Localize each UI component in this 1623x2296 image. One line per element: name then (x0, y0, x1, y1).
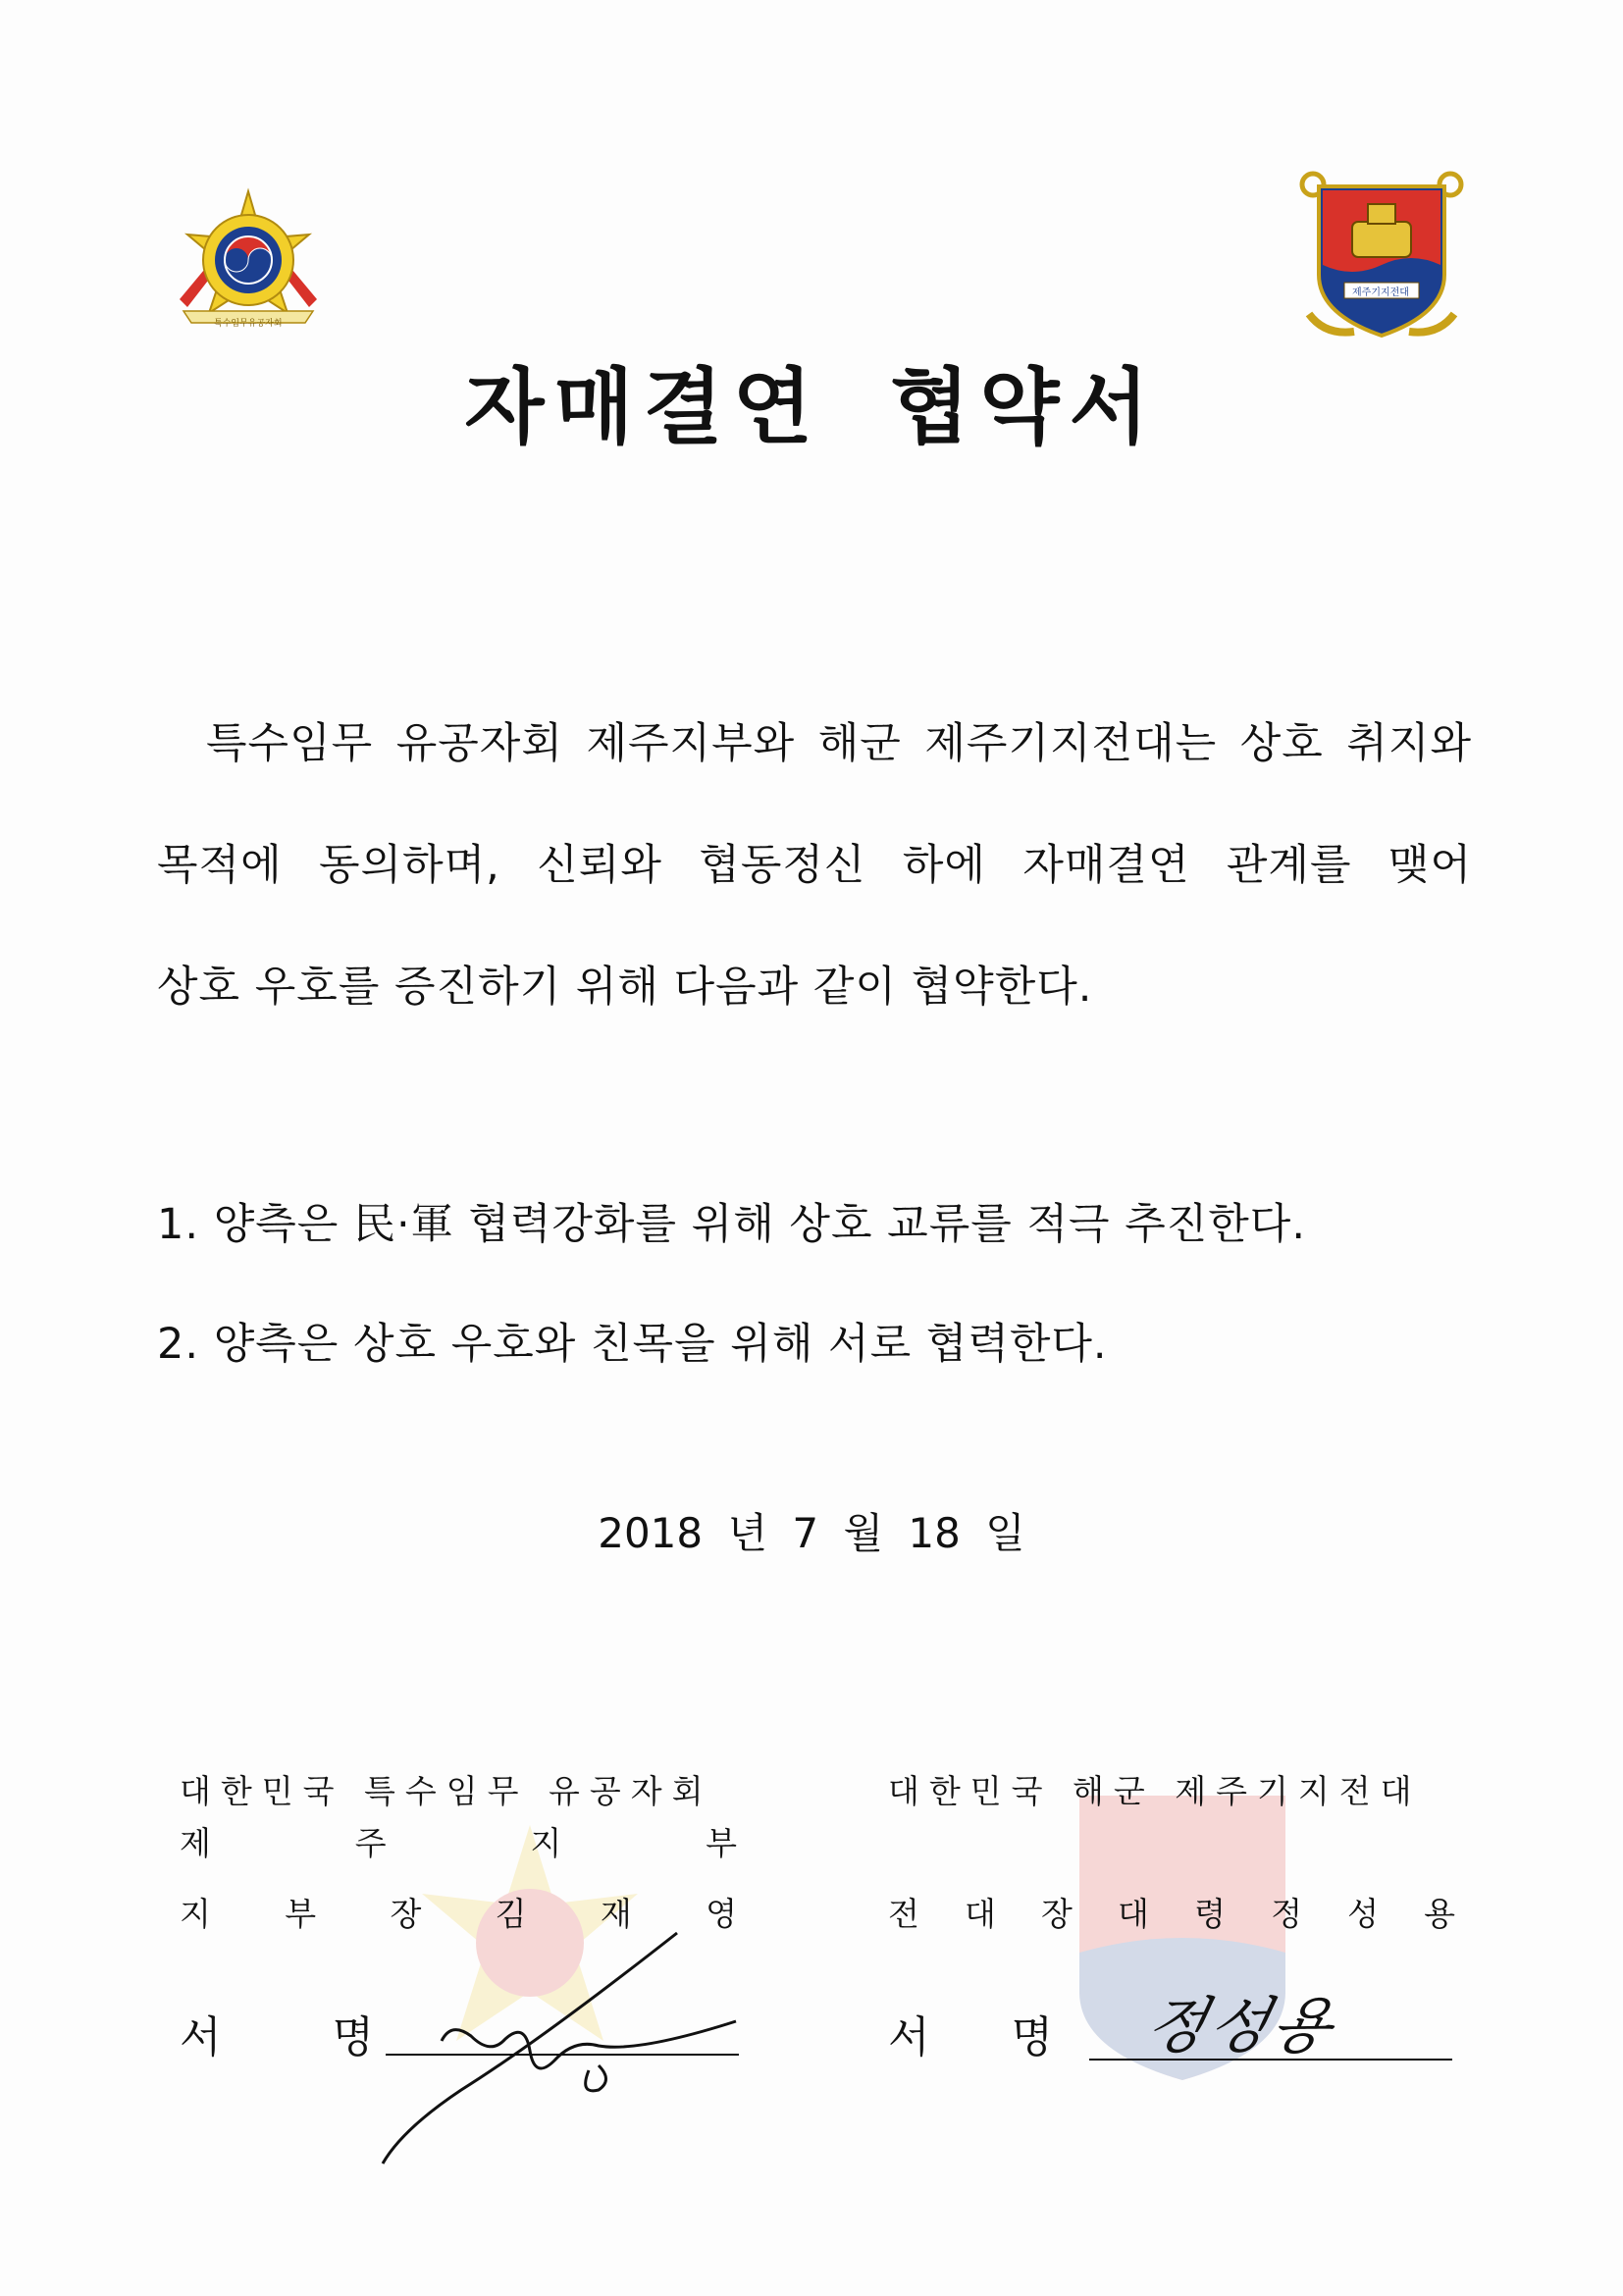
right-role-char: 령 (1194, 1895, 1228, 1933)
left-role-char: 김 (495, 1895, 529, 1933)
paragraph-line-2: 목적에 동의하며, 신뢰와 협동정신 하에 자매결연 관계를 맺어 (157, 841, 1472, 890)
right-role-char: 장 (1041, 1895, 1074, 1933)
right-signatory-org: 대한민국 해군 제주기지전대 (888, 1772, 1422, 1810)
left-signatory-org: 대한민국 특수임무 유공자회 (180, 1772, 713, 1810)
label-char: 서 (888, 2012, 932, 2062)
document-title: 자매결연 협약서 (464, 359, 1159, 455)
left-role-char: 영 (706, 1895, 739, 1933)
left-branch-char: 부 (706, 1824, 739, 1862)
left-branch-char: 지 (530, 1824, 564, 1862)
left-branch-char: 주 (354, 1824, 389, 1862)
left-role-char: 장 (390, 1895, 424, 1933)
label-char: 명 (1011, 2012, 1055, 2062)
paragraph-line-1: 특수임무 유공자회 제주지부와 해군 제주기지전대는 상호 취지와 (206, 719, 1472, 768)
left-emblem-logo (160, 177, 337, 343)
paragraph-line-3: 상호 우호를 증진하기 위해 다음과 같이 협약한다. (157, 963, 1093, 1012)
right-emblem-logo (1295, 167, 1468, 341)
left-role-char: 재 (600, 1895, 634, 1933)
left-signatory-branch (180, 1818, 739, 1864)
right-signature-label (888, 2002, 1055, 2064)
agreement-item-2: 2. 양측은 상호 우호와 친목을 위해 서로 협력한다. (157, 1320, 1108, 1369)
left-role-char: 지 (180, 1895, 213, 1933)
right-role-char: 정 (1271, 1895, 1304, 1933)
left-handwritten-signature-icon (343, 1923, 756, 2178)
right-role-char: 대 (1118, 1895, 1151, 1933)
left-role-char: 부 (285, 1895, 319, 1933)
right-role-char: 용 (1424, 1895, 1457, 1933)
right-role-char: 대 (965, 1895, 998, 1933)
left-emblem-text: 특수임무유공자회 (214, 319, 283, 329)
agreement-item-1: 1. 양측은 民·軍 협력강화를 위해 상호 교류를 적극 추진한다. (157, 1200, 1307, 1249)
agreement-date: 2018 년 7 월 18 일 (598, 1509, 1025, 1557)
right-role-char: 전 (888, 1895, 921, 1933)
right-handwritten-signature: 정성용 (1139, 1990, 1343, 2061)
right-signatory-role (888, 1889, 1457, 1935)
left-branch-char: 제 (180, 1824, 213, 1862)
right-role-char: 성 (1347, 1895, 1381, 1933)
right-emblem-text: 제주기지전대 (1352, 287, 1409, 298)
label-char: 서 (180, 2012, 224, 2062)
label-char: 명 (332, 2012, 376, 2062)
